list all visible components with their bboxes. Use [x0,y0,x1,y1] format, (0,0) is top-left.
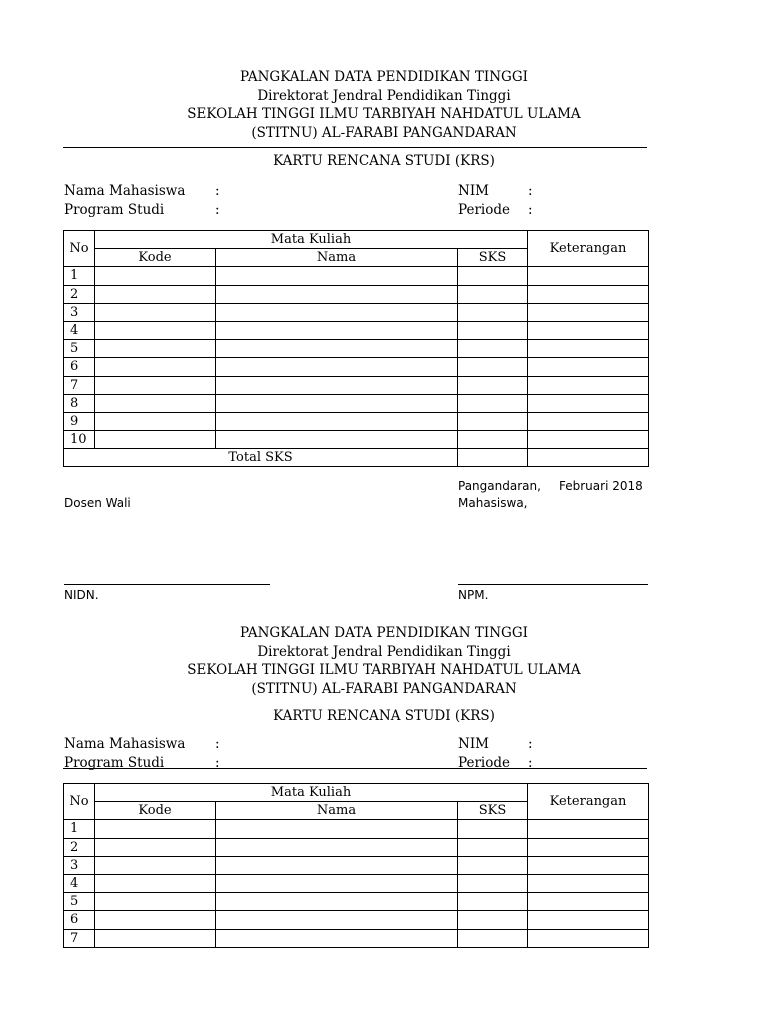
nama-cell[interactable] [216,431,458,449]
header-sks: SKS [458,802,528,820]
kode-cell[interactable] [95,911,216,929]
keterangan-cell[interactable] [528,874,649,892]
kode-cell[interactable] [95,893,216,911]
keterangan-cell[interactable] [528,929,649,947]
krs-table-2 [63,783,649,948]
nama-mahasiswa-colon: : [215,183,220,199]
header-no: No [64,784,95,820]
header-nama: Nama [216,802,458,820]
sks-cell[interactable] [458,856,528,874]
nama-cell[interactable] [216,856,458,874]
kode-cell[interactable] [95,412,216,430]
table-row [64,303,649,321]
kode-cell[interactable] [95,929,216,947]
total-sks-keterangan[interactable] [528,449,649,467]
row-number: 1 [64,820,95,838]
sks-cell[interactable] [458,911,528,929]
row-number: 2 [64,838,95,856]
table-row [64,394,649,412]
row-number: 8 [64,394,95,412]
sks-cell[interactable] [458,340,528,358]
kode-cell[interactable] [95,856,216,874]
kode-cell[interactable] [95,285,216,303]
institution-header [29,68,739,142]
kode-cell[interactable] [95,321,216,339]
sks-cell[interactable] [458,285,528,303]
sks-cell[interactable] [458,838,528,856]
keterangan-cell[interactable] [528,267,649,285]
nama-cell[interactable] [216,394,458,412]
nama-cell[interactable] [216,358,458,376]
nama-cell[interactable] [216,412,458,430]
sks-cell[interactable] [458,267,528,285]
row-number: 9 [64,412,95,430]
nama-cell[interactable] [216,874,458,892]
nama-mahasiswa-label: Nama Mahasiswa [64,183,186,199]
keterangan-cell[interactable] [528,358,649,376]
program-studi-label: Program Studi [64,202,165,218]
kode-cell[interactable] [95,838,216,856]
header-keterangan: Keterangan [528,784,649,820]
nama-cell[interactable] [216,820,458,838]
row-number: 4 [64,874,95,892]
header-sks: SKS [458,249,528,267]
row-number: 4 [64,321,95,339]
signature-place: Pangandaran, [458,479,541,493]
header-no: No [64,231,95,267]
table-row [64,321,649,339]
row-number: 7 [64,376,95,394]
table-row [64,340,649,358]
periode-colon: : [528,202,533,218]
kode-cell[interactable] [95,340,216,358]
nim-label: NIM [458,183,489,199]
sks-cell[interactable] [458,358,528,376]
keterangan-cell[interactable] [528,820,649,838]
kode-cell[interactable] [95,820,216,838]
table-row [64,911,649,929]
keterangan-cell[interactable] [528,431,649,449]
table-row [64,376,649,394]
header-divider [63,147,647,148]
institution-header-2 [29,624,739,698]
sks-cell[interactable] [458,376,528,394]
sks-cell[interactable] [458,431,528,449]
row-number: 3 [64,856,95,874]
signature-date: Februari 2018 [559,479,643,493]
total-sks-label: Total SKS [64,449,458,467]
row-number: 5 [64,893,95,911]
header-mata-kuliah: Mata Kuliah [95,784,528,802]
keterangan-cell[interactable] [528,376,649,394]
table-row [64,267,649,285]
keterangan-cell[interactable] [528,394,649,412]
nama-cell[interactable] [216,929,458,947]
sks-cell[interactable] [458,412,528,430]
sks-cell[interactable] [458,303,528,321]
row-number: 6 [64,911,95,929]
keterangan-cell[interactable] [528,285,649,303]
header-line-2: Direktorat Jendral Pendidikan Tinggi [257,87,511,104]
header-nama: Nama [216,249,458,267]
sks-cell[interactable] [458,874,528,892]
table-row [64,838,649,856]
sks-cell[interactable] [458,394,528,412]
periode-label: Periode [458,202,510,218]
mahasiswa-signature-line [458,584,648,585]
table-row [64,856,649,874]
table-row [64,929,649,947]
kode-cell[interactable] [95,376,216,394]
keterangan-cell[interactable] [528,303,649,321]
keterangan-cell[interactable] [528,838,649,856]
keterangan-cell[interactable] [528,412,649,430]
kode-cell[interactable] [95,394,216,412]
nama-mahasiswa-colon-2: : [215,736,220,752]
table-row [64,358,649,376]
header-line-4: (STITNU) AL-FARABI PANGANDARAN [251,124,517,141]
header-mata-kuliah: Mata Kuliah [95,231,528,249]
kode-cell[interactable] [95,874,216,892]
page-title-2: KARTU RENCANA STUDI (KRS) [273,708,495,724]
table-row [64,412,649,430]
header-line-2: Direktorat Jendral Pendidikan Tinggi [257,643,511,660]
row-number: 5 [64,340,95,358]
nidn-label: NIDN. [64,588,99,602]
periode-colon-2: : [528,755,533,771]
keterangan-cell[interactable] [528,321,649,339]
row-number: 7 [64,929,95,947]
header-line-1: PANGKALAN DATA PENDIDIKAN TINGGI [240,625,528,641]
table-row [64,820,649,838]
keterangan-cell[interactable] [528,856,649,874]
nim-colon: : [528,183,533,199]
sks-cell[interactable] [458,929,528,947]
header-divider-2 [63,768,647,769]
nama-cell[interactable] [216,285,458,303]
row-number: 6 [64,358,95,376]
table-row [64,893,649,911]
sks-cell[interactable] [458,820,528,838]
dosen-wali-signature-line [64,584,270,585]
kode-cell[interactable] [95,358,216,376]
keterangan-cell[interactable] [528,340,649,358]
header-kode: Kode [95,249,216,267]
program-studi-colon-2: : [215,755,220,771]
nama-mahasiswa-label-2: Nama Mahasiswa [64,736,186,752]
row-number: 1 [64,267,95,285]
header-line-3: SEKOLAH TINGGI ILMU TARBIYAH NAHDATUL ULAMA [187,662,581,678]
header-line-4: (STITNU) AL-FARABI PANGANDARAN [251,680,517,697]
keterangan-cell[interactable] [528,911,649,929]
row-number: 3 [64,303,95,321]
table-row [64,285,649,303]
header-line-3: SEKOLAH TINGGI ILMU TARBIYAH NAHDATUL ULAMA [187,106,581,122]
sks-cell[interactable] [458,893,528,911]
keterangan-cell[interactable] [528,893,649,911]
kode-cell[interactable] [95,267,216,285]
nama-cell[interactable] [216,321,458,339]
nama-cell[interactable] [216,893,458,911]
nim-colon-2: : [528,736,533,752]
table-row [64,874,649,892]
header-line-1: PANGKALAN DATA PENDIDIKAN TINGGI [240,69,528,85]
mahasiswa-label: Mahasiswa, [458,496,528,510]
nama-cell[interactable] [216,267,458,285]
header-kode: Kode [95,802,216,820]
dosen-wali-label: Dosen Wali [64,496,131,510]
nama-cell[interactable] [216,303,458,321]
nama-cell[interactable] [216,911,458,929]
periode-label-2: Periode [458,755,510,771]
header-keterangan: Keterangan [528,231,649,267]
nama-cell[interactable] [216,376,458,394]
page-title: KARTU RENCANA STUDI (KRS) [273,153,495,169]
nama-cell[interactable] [216,340,458,358]
table-row [64,431,649,449]
kode-cell[interactable] [95,431,216,449]
row-number: 2 [64,285,95,303]
nim-label-2: NIM [458,736,489,752]
program-studi-label-2: Program Studi [64,755,165,771]
kode-cell[interactable] [95,303,216,321]
nama-cell[interactable] [216,838,458,856]
sks-cell[interactable] [458,321,528,339]
row-number: 10 [64,431,95,449]
npm-label: NPM. [458,588,489,602]
total-sks-value[interactable] [458,449,528,467]
krs-table [63,230,649,467]
program-studi-colon: : [215,202,220,218]
